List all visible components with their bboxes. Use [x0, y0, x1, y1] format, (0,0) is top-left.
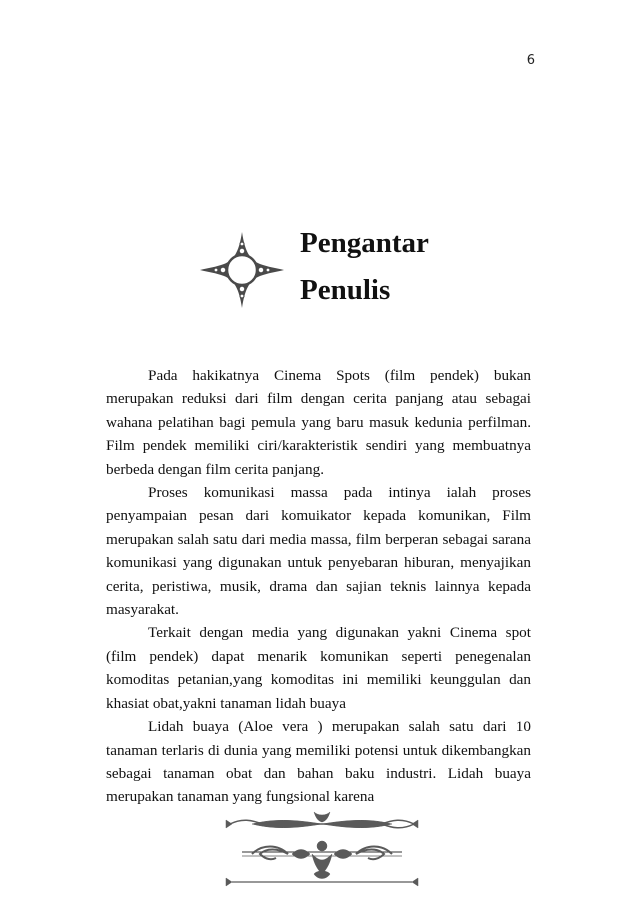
- chapter-title: [300, 220, 429, 314]
- four-point-star-ornament-icon: [198, 230, 286, 310]
- flourish-ornament-icon: [222, 808, 422, 890]
- paragraph-1: Pada hakikatnya Cinema Spots (film pendek) bukan merupakan reduksi dari film dengan cerita panjang atau sebagai wahana pelatihan bagi pemula yang baru masuk kedunia perfilman. Film pendek memiliki ciri/karakteristik sendiri yang membuatnya berbeda dengan film cerita panjang.: [106, 367, 531, 478]
- page-number: 6: [526, 53, 535, 68]
- chapter-title-line-2: Penulis: [300, 274, 391, 306]
- body-text: [106, 364, 531, 809]
- paragraph-3: Terkait dengan media yang digunakan yakni Cinema spot (film pendek) dapat menarik komunikan seperti penegenalan komoditas petanian,yang komoditas ini memiliki keunggulan dan khasiat obat,yakni tanaman lidah buaya: [106, 624, 531, 712]
- chapter-title-line-1: Pengantar: [300, 227, 429, 259]
- paragraph-4: Lidah buaya (Aloe vera ) merupakan salah satu dari 10 tanaman terlaris di dunia yang memiliki potensi untuk dikembangkan sebagai tanaman obat dan bahan baku industri. Lidah buaya merupakan tanaman yang fungsional karena: [106, 718, 531, 806]
- paragraph-2: Proses komunikasi massa pada intinya ialah proses penyampaian pesan dari komuikator kepada komunikan, Film merupakan salah satu dari media massa, film berperan sebagai sarana komunikasi yang digunakan untuk penyebaran hiburan, menyajikan cerita, peristiwa, musik, drama dan sajian teknis lainnya kepada masyarakat.: [106, 484, 531, 619]
